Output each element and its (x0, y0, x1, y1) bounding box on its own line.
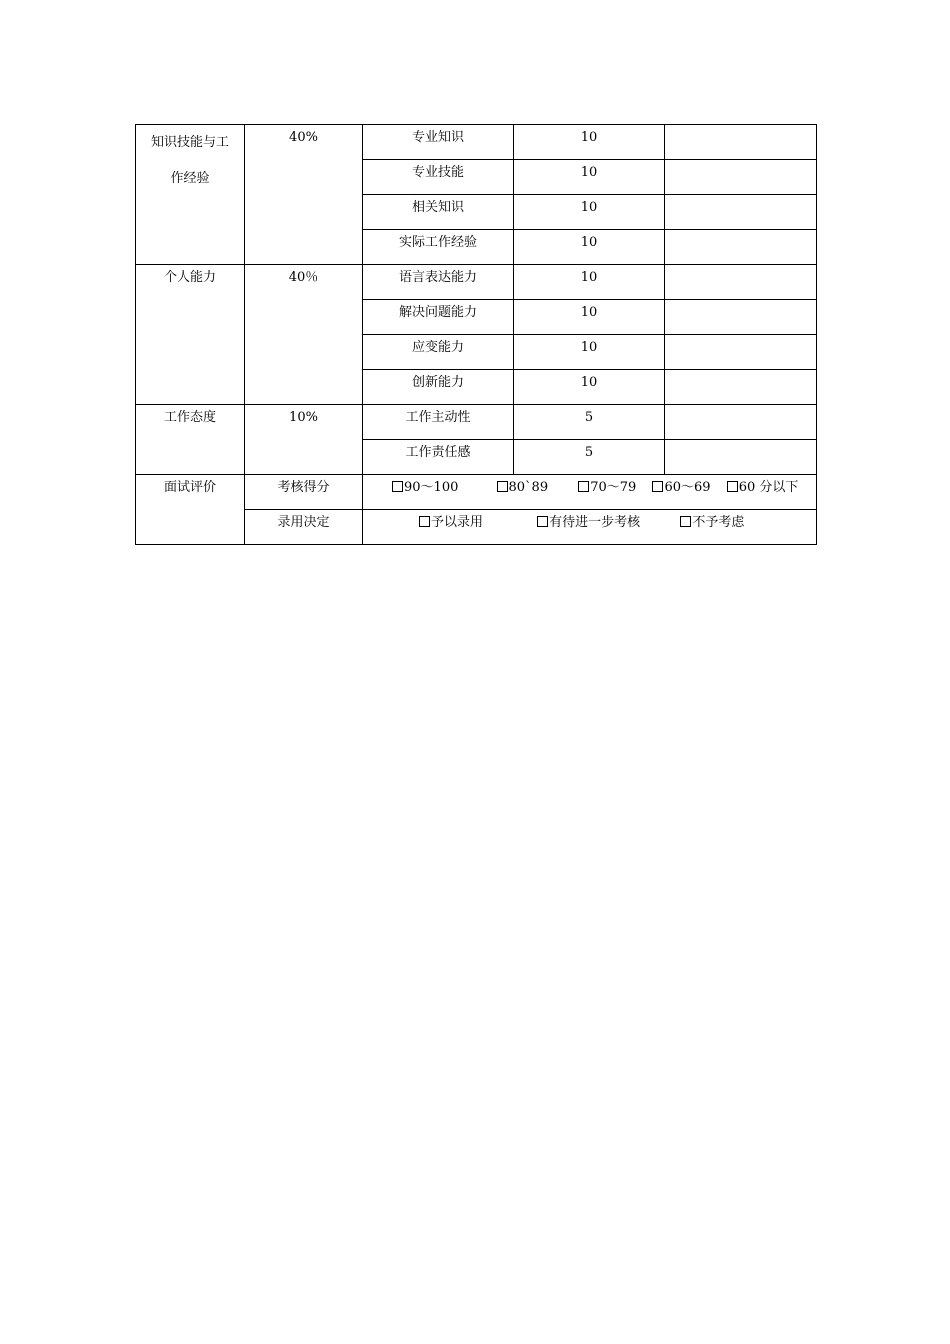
checkbox-icon[interactable] (537, 516, 548, 527)
item-score: 5 (514, 405, 665, 440)
score-label: 考核得分 (245, 475, 363, 510)
score-option[interactable] (392, 475, 458, 501)
item-name: 专业知识 (363, 125, 514, 160)
item-result[interactable] (665, 370, 817, 405)
item-score: 10 (514, 335, 665, 370)
category-cell (136, 125, 245, 265)
item-name: 专业技能 (363, 160, 514, 195)
item-result[interactable] (665, 265, 817, 300)
checkbox-icon[interactable] (727, 481, 738, 492)
item-score: 10 (514, 230, 665, 265)
checkbox-icon[interactable] (680, 516, 691, 527)
category-label-line-1: 知识技能与工 (150, 135, 229, 150)
item-score: 10 (514, 300, 665, 335)
table-row (136, 265, 817, 300)
item-name: 工作责任感 (363, 440, 514, 475)
category-cell: 个人能力 (136, 265, 245, 405)
item-name: 应变能力 (363, 335, 514, 370)
item-name: 相关知识 (363, 195, 514, 230)
table-row (136, 405, 817, 440)
category-label-line-2: 作经验 (170, 171, 210, 186)
item-name: 创新能力 (363, 370, 514, 405)
score-options (363, 475, 817, 510)
decision-options (363, 510, 817, 545)
weight-cell: 40％ (245, 265, 363, 405)
weight-cell: 10% (245, 405, 363, 475)
score-option-label: 60～69 (664, 480, 711, 495)
item-score: 10 (514, 160, 665, 195)
checkbox-icon[interactable] (497, 481, 508, 492)
item-score: 10 (514, 125, 665, 160)
item-result[interactable] (665, 160, 817, 195)
item-score: 10 (514, 370, 665, 405)
score-option-label: 90～100 (404, 480, 459, 495)
score-option[interactable] (727, 475, 799, 501)
score-option[interactable] (652, 475, 710, 501)
checkbox-icon[interactable] (419, 516, 430, 527)
decision-option-label: 不予考虑 (692, 515, 745, 530)
category-cell: 工作态度 (136, 405, 245, 475)
item-result[interactable] (665, 195, 817, 230)
decision-option[interactable] (680, 510, 744, 536)
decision-option-label: 予以录用 (431, 515, 484, 530)
score-option-label: 60 分以下 (738, 480, 799, 495)
score-option-label: 80`89 (508, 480, 549, 495)
score-option[interactable] (497, 475, 549, 501)
evaluation-label: 面试评价 (136, 475, 245, 545)
weight-cell: 40% (245, 125, 363, 265)
item-result[interactable] (665, 125, 817, 160)
item-result[interactable] (665, 440, 817, 475)
checkbox-icon[interactable] (392, 481, 403, 492)
item-name: 实际工作经验 (363, 230, 514, 265)
table-row (136, 475, 817, 510)
score-option-label: 70～79 (590, 480, 637, 495)
table-row (136, 125, 817, 160)
checkbox-icon[interactable] (578, 481, 589, 492)
item-score: 5 (514, 440, 665, 475)
item-name: 工作主动性 (363, 405, 514, 440)
evaluation-table (135, 124, 817, 545)
item-result[interactable] (665, 335, 817, 370)
item-name: 语言表达能力 (363, 265, 514, 300)
item-score: 10 (514, 265, 665, 300)
decision-option-label: 有待进一步考核 (549, 515, 641, 530)
decision-option[interactable] (419, 510, 483, 536)
checkbox-icon[interactable] (652, 481, 663, 492)
item-score: 10 (514, 195, 665, 230)
item-result[interactable] (665, 300, 817, 335)
decision-label: 录用决定 (245, 510, 363, 545)
item-result[interactable] (665, 230, 817, 265)
item-name: 解决问题能力 (363, 300, 514, 335)
decision-option[interactable] (537, 510, 640, 536)
item-result[interactable] (665, 405, 817, 440)
score-option[interactable] (578, 475, 636, 501)
